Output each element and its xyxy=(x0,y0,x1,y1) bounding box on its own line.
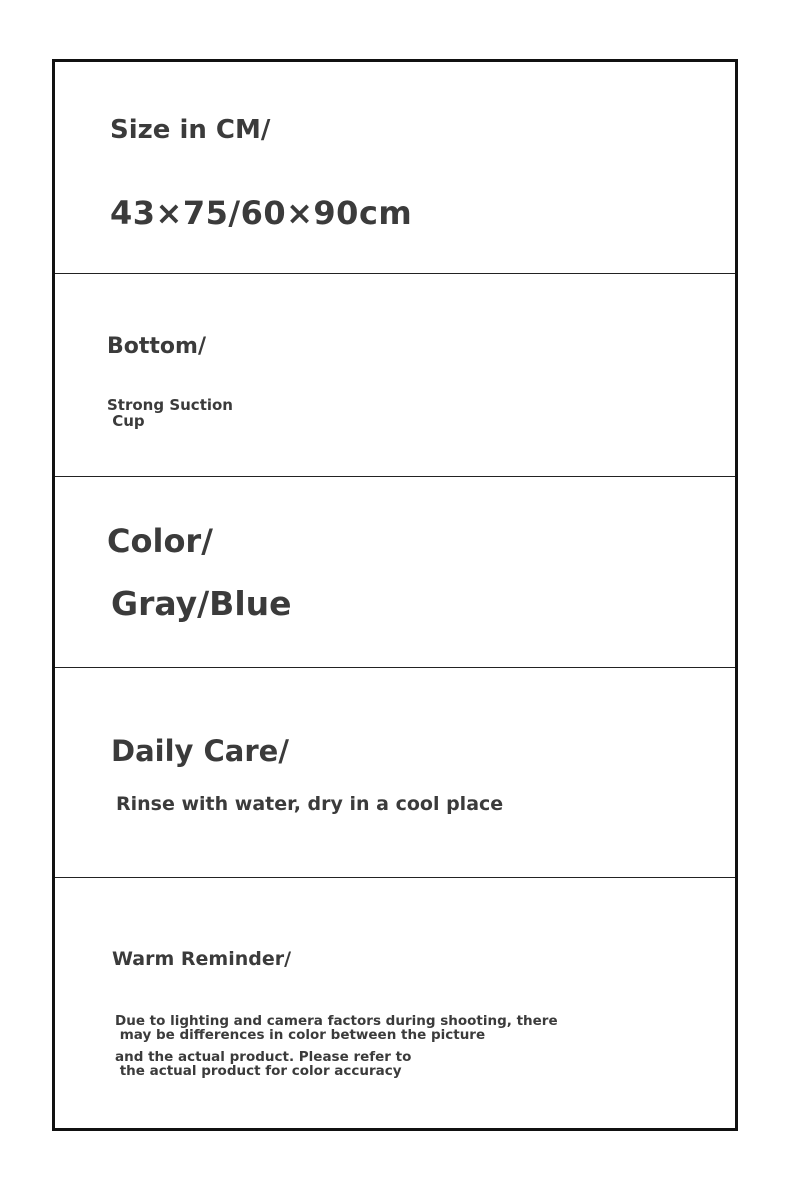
color-section xyxy=(55,477,735,668)
warm-reminder-text-1: Due to lighting and camera factors during shooting, there may be differences in color between the picture xyxy=(115,1013,558,1043)
color-value: Gray/Blue xyxy=(111,584,292,623)
warm-reminder-text-2: and the actual product. Please refer to the actual product for color accuracy xyxy=(115,1049,412,1080)
warm-reminder-section xyxy=(55,878,735,1128)
size-value: 43×75/60×90cm xyxy=(110,194,413,232)
daily-care-heading: Daily Care/ xyxy=(111,734,289,768)
daily-care-section xyxy=(55,668,735,878)
spec-card xyxy=(52,59,738,1131)
warm-reminder-heading: Warm Reminder/ xyxy=(112,948,292,970)
bottom-section xyxy=(55,274,735,477)
daily-care-value: Rinse with water, dry in a cool place xyxy=(116,793,504,815)
size-heading: Size in CM/ xyxy=(110,115,271,145)
bottom-heading: Bottom/ xyxy=(107,334,206,359)
bottom-value: Strong Suction Cup xyxy=(107,396,233,430)
color-heading: Color/ xyxy=(107,522,213,560)
size-section xyxy=(55,62,735,274)
